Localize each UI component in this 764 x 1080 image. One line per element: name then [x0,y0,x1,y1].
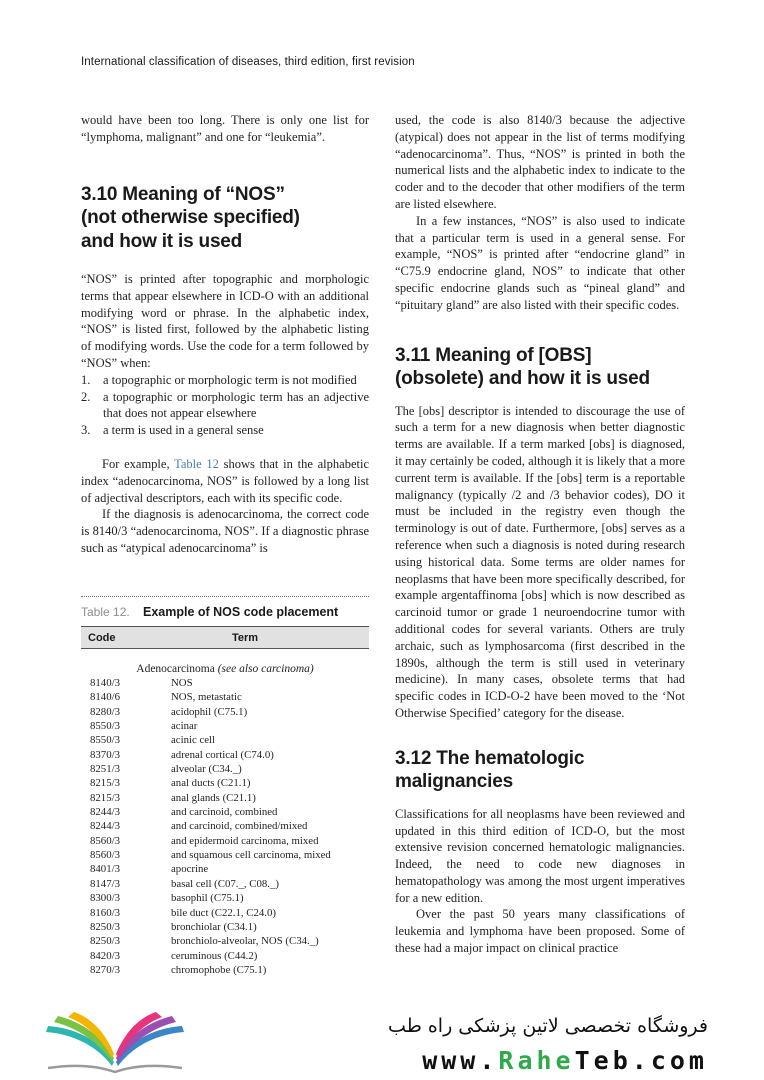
cell-term: and carcinoid, combined/mixed [171,820,308,833]
table-row [81,762,369,776]
cell-code: 8420/3 [90,949,120,962]
cell-code: 8560/3 [90,834,120,847]
store-name-persian: فروشگاه تخصصی لاتین پزشکی راه طب [388,1015,708,1037]
url-part: Teb [574,1046,632,1075]
table-row [81,733,369,747]
obs-paragraph: The [obs] descriptor is intended to discourage the use of such a term for a new diagnosis when better diagnostic terms are available. If a term marked [obs] is diagnosed, it may certainly be coded, although it is likely that a more current term is available. If the [obs] term is a reportable malignancy (typically /2 and /3 behavior codes), DO it must be included in the registry even though the terminology is out of date. Furthermore, [obs] serves as a reference when such a diagnosis is noted during research using historical data. Some terms are older names for neoplasms that have been more specifically described, for example argentaffinoma [obs] which is now described as carcinoid tumor or grade 1 neuroendocrine tumor with additional codes for several variants. Others are truly archaic, such as lymphosarcoma (first described in the 1890s, although the term is still used in veterinary medicine). In many cases, obsolete terms that had specific codes in ICD-O-2 have been moved to the ‘Not Otherwise Specified’ category for the disease. [395,403,685,720]
column-header-term: Term [231,631,259,644]
heading-line: 3.10 Meaning of “NOS” [81,183,285,205]
cell-term: and carcinoid, combined [171,806,278,819]
cell-code: 8160/3 [90,906,120,919]
url-part: .com [631,1046,708,1075]
table-row [81,906,369,920]
table-row [81,877,369,891]
diagnosis-paragraph: If the diagnosis is adenocarcinoma, the correct code is 8140/3 “adenocarcinoma, NOS”. If a diagnostic phrase such as “atypical adenocarcinoma” is [81,507,369,556]
table-row [81,934,369,948]
cell-code: 8244/3 [90,806,120,819]
cell-code: 8550/3 [90,734,120,747]
cell-term: anal ducts (C21.1) [171,777,251,790]
cell-code: 8140/3 [90,677,120,689]
list-number: 1. [81,372,91,387]
hematologic-paragraph: Classifications for all neoplasms have been reviewed and updated in this third edition of ICD-O, but the most extensive revision concerned hematologic malignancies. Indeed, the need to code new diagnoses in hematopathology was among the most urgent imperatives for a new edition. [395,806,685,905]
table-row [81,920,369,934]
cell-code: 8370/3 [90,748,120,761]
table-row [81,748,369,762]
table-row [81,834,369,848]
right-column [395,112,685,957]
list-item [81,389,369,423]
cell-code: 8250/3 [90,920,120,933]
left-column [81,112,369,557]
heading-line: (not otherwise specified) [81,207,300,229]
url-part: www. [422,1046,499,1075]
list-number: 2. [81,389,91,404]
table-row [81,705,369,719]
column-header-code: Code [88,631,116,644]
table-12-link[interactable]: Table 12 [174,457,219,472]
cell-term: NOS [171,677,193,689]
table-body [81,676,369,977]
heading-line: and how it is used [81,230,243,252]
section-3-10-heading [81,183,369,254]
cell-term: alveolar (C34._) [171,763,242,776]
running-head: International classification of diseases, third edition, first revision [81,56,415,68]
url-part: Rahe [498,1046,575,1075]
list-item [81,422,369,439]
cell-code: 8215/3 [90,791,120,804]
cell-term: basal cell (C07._, C08._) [171,877,279,890]
nos-list [81,372,369,439]
table-row [81,848,369,862]
table-row [81,949,369,963]
cell-term: bile duct (C22.1, C24.0) [171,906,276,919]
cell-code: 8270/3 [90,963,120,976]
cell-term: bronchiolo-alveolar, NOS (C34._) [171,935,319,948]
table-number: Table 12. [81,605,130,619]
cell-code: 8147/3 [90,877,120,890]
heading-line: 3.12 The hematologic [395,747,585,769]
table-row [81,963,369,977]
table-header [81,626,369,649]
intro-paragraph: would have been too long. There is only one list for “lymphoma, malignant” and one for “leukemia”. [81,113,369,144]
cell-term: anal glands (C21.1) [171,791,256,804]
cell-term: chromophobe (C75.1) [171,963,267,976]
heading-line: malignancies [395,771,513,793]
cell-term: acidophil (C75.1) [171,705,248,718]
cell-term: and squamous cell carcinoma, mixed [171,849,331,862]
table-top-rule [81,596,369,597]
cell-code: 8140/6 [90,691,120,704]
table-caption [81,605,369,619]
table-row [81,719,369,733]
cell-code: 8280/3 [90,705,120,718]
text-run: For example, [102,457,175,472]
section-3-11-heading [395,344,685,391]
cell-term: acinic cell [171,734,216,747]
continued-paragraph: used, the code is also 8140/3 because the adjective (atypical) does not appear in the list of terms modifying “adenocarcinoma”. Thus, “NOS” is printed in both the numerical lists and the alphabetic index to indicate to the coder and to the decoder that other modifiers of the term are listed elsewhere. [395,113,685,211]
table-group-heading [81,662,369,676]
group-note: (see also carcinoma) [217,663,314,675]
group-name: Adenocarcinoma [136,663,215,675]
list-text: a topographic or morphologic term has an adjective that does not appear elsewhere [103,389,369,421]
section-3-12-heading [395,747,685,794]
table-row [81,690,369,704]
cell-term: NOS, metastatic [171,691,242,704]
list-item [81,372,369,389]
open-book-logo-icon [40,1010,190,1074]
table-row [81,776,369,790]
table-title: Example of NOS code placement [143,605,339,619]
cell-term: ceruminous (C44.2) [171,949,258,962]
cell-code: 8250/3 [90,935,120,948]
table-12 [81,596,369,977]
cell-code: 8300/3 [90,892,120,905]
heading-line: (obsolete) and how it is used [395,368,650,390]
cell-code: 8401/3 [90,863,120,876]
text-run: shows that in the alphabetic index “adenocarcinoma, NOS” is followed by a long list of adjectival descriptors, each with its specific code. [81,457,369,505]
cell-term: and epidermoid carcinoma, mixed [171,834,319,847]
table-row [81,819,369,833]
cell-term: adrenal cortical (C74.0) [171,748,274,761]
list-text: a topographic or morphologic term is not modified [103,372,357,387]
cell-term: acinar [171,720,198,733]
heading-line: 3.11 Meaning of [OBS] [395,344,592,366]
cell-code: 8560/3 [90,849,120,862]
few-instances-paragraph: In a few instances, “NOS” is also used to indicate that a particular term is used in a general sense. For example, “NOS” is printed after “endocrine gland” in “C75.9 endocrine gland, NOS” to indicate that other specific endocrine glands such as “pineal gland” and “pituitary gland” are also listed with their specific codes. [395,213,685,312]
table-row [81,676,369,690]
cell-code: 8251/3 [90,763,120,776]
table-row [81,805,369,819]
table-row [81,891,369,905]
cell-code: 8550/3 [90,720,120,733]
store-url[interactable] [422,1046,708,1075]
cell-code: 8244/3 [90,820,120,833]
list-number: 3. [81,423,91,438]
nos-paragraph: “NOS” is printed after topographic and morphologic terms that appear elsewhere in ICD-O with an additional modifying word or phrase. In the alphabetic index, “NOS” is listed first, followed by the alphabetic listing of modifying words. Use the code for a term followed by “NOS” when: [81,272,369,371]
cell-term: apocrine [171,863,209,876]
past-years-paragraph: Over the past 50 years many classifications of leukemia and lymphoma have been proposed. Some of these had a major impact on clinical practice [395,907,685,956]
table-row [81,862,369,876]
list-text: a term is used in a general sense [103,423,264,438]
example-paragraph [81,456,369,506]
table-row [81,791,369,805]
cell-code: 8215/3 [90,777,120,790]
cell-term: basophil (C75.1) [171,892,244,905]
cell-term: bronchiolar (C34.1) [171,920,257,933]
